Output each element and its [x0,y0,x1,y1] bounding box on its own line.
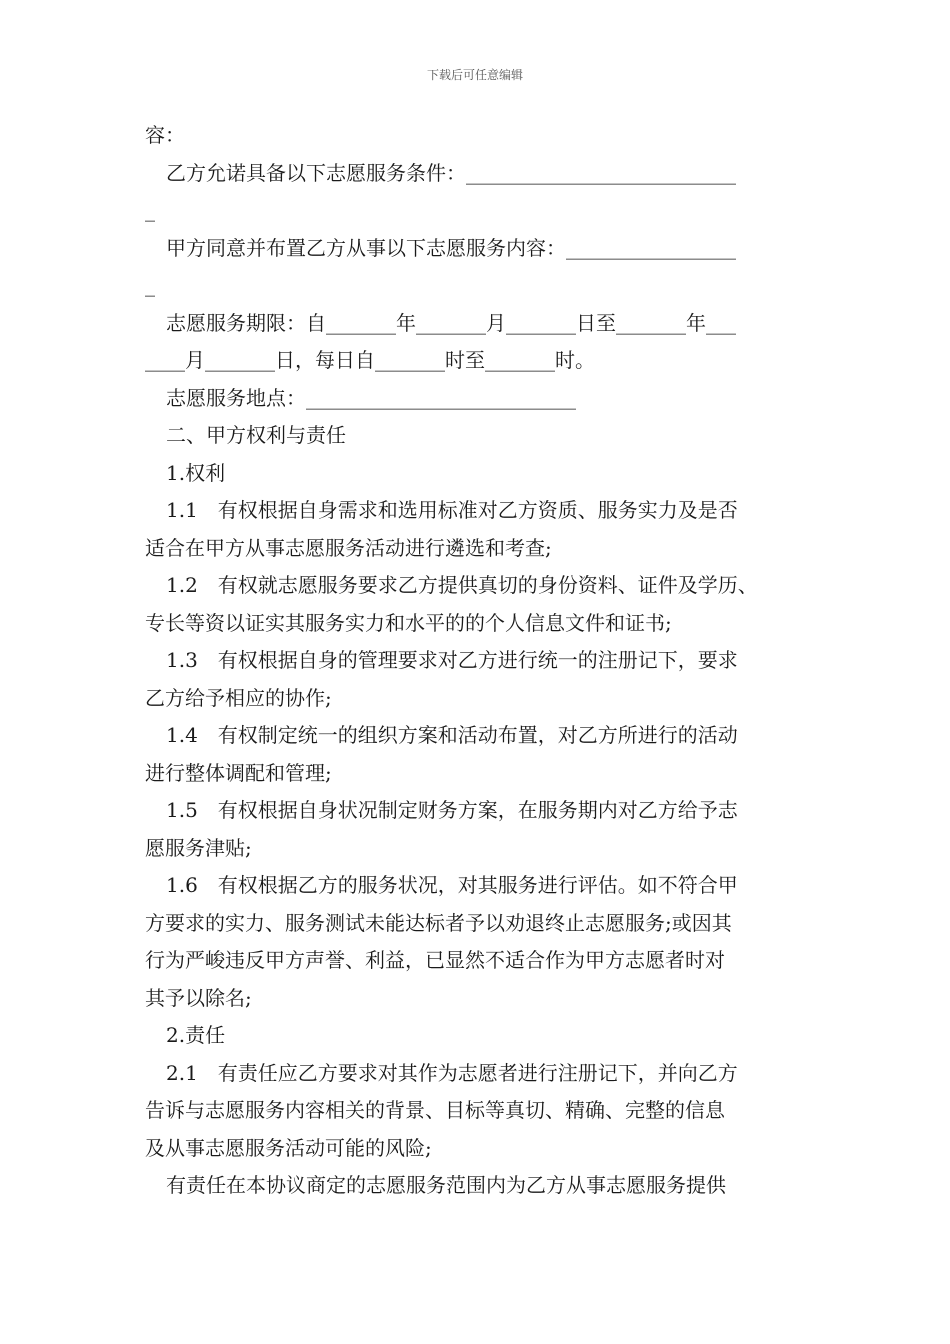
text-line: _ [145,198,155,222]
page-header: 下载后可任意编辑 [426,68,523,82]
text-line: 方要求的实力、服务测试未能达标者予以劝退终止志愿服务;或因其 [145,910,732,935]
text-line: 容： [145,123,185,147]
text-line: ____月_______日，每日自_______时至_______时。 [145,348,595,372]
text-line: 适合在甲方从事志愿服务活动进行遴选和考查; [145,535,552,560]
text-line: 二、甲方权利与责任 [166,423,346,447]
text-line: 1.1 有权根据自身需求和选用标准对乙方资质、服务实力及是否 [166,498,738,522]
text-line: 进行整体调配和管理; [145,760,332,785]
text-line: 2.1 有责任应乙方要求对其作为志愿者进行注册记下，并向乙方 [166,1060,738,1085]
text-line: 愿服务津贴; [145,835,252,860]
text-line: 专长等资以证实其服务实力和水平的的个人信息文件和证书; [145,610,672,635]
text-line: 甲方同意并布置乙方从事以下志愿服务内容：_________________ [166,235,736,260]
text-line: 志愿服务地点：___________________________ [166,385,576,410]
text-line: 有责任在本协议商定的志愿服务范围内为乙方从事志愿服务提供 [166,1173,726,1197]
text-line: 1.权利 [166,460,226,485]
text-line: 志愿服务期限：自_______年_______月_______日至_______年___ [166,310,736,335]
text-line: 1.5 有权根据自身状况制定财务方案，在服务期内对乙方给予志 [166,798,738,822]
text-line: 1.2 有权就志愿服务要求乙方提供真切的身份资料、证件及学历、 [166,573,758,597]
text-line: 其予以除名; [145,985,252,1010]
text-line: 告诉与志愿服务内容相关的背景、目标等真切、精确、完整的信息 [145,1098,725,1122]
text-line: 乙方允诺具备以下志愿服务条件：___________________________ [166,160,736,185]
text-line: 行为严峻违反甲方声誉、利益，已显然不适合作为甲方志愿者时对 [145,948,725,972]
text-line: _ [145,273,155,297]
document-body [145,117,825,1205]
text-line: 2.责任 [166,1023,226,1047]
text-line: 1.6 有权根据乙方的服务状况，对其服务进行评估。如不符合甲 [166,873,738,897]
text-line: 及从事志愿服务活动可能的风险; [145,1135,432,1160]
text-line: 1.4 有权制定统一的组织方案和活动布置，对乙方所进行的活动 [166,723,738,747]
text-line: 1.3 有权根据自身的管理要求对乙方进行统一的注册记下，要求 [166,648,738,672]
text-line: 乙方给予相应的协作; [145,685,332,710]
